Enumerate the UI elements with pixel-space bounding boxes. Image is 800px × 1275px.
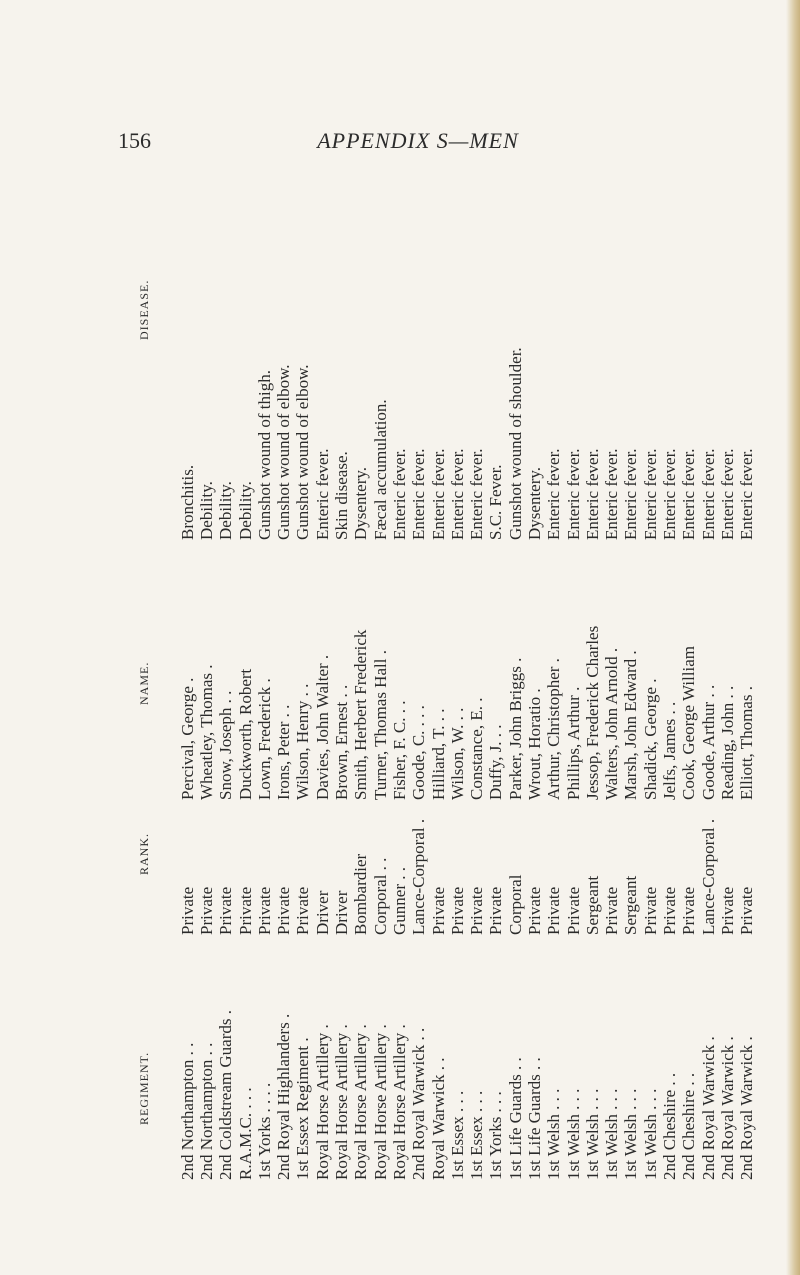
- cell-name: Brown, Ernest . .: [332, 684, 352, 800]
- page-number: 156: [118, 128, 151, 153]
- cell-name: Percival, George .: [177, 677, 197, 800]
- cell-disease: Enteric fever.: [737, 448, 757, 540]
- cell-name: Smith, Herbert Frederick: [351, 629, 371, 800]
- cell-regiment: 1st Welsh . . .: [640, 1088, 660, 1180]
- cell-disease: Dysentery.: [525, 466, 544, 540]
- cell-name: Wilson, Henry . .: [293, 683, 313, 800]
- table-row: [274, 130, 293, 1180]
- cell-name: Reading, John . .: [717, 685, 737, 800]
- cell-name: Duffy, J. . .: [486, 724, 506, 800]
- cell-rank: Private: [563, 886, 583, 935]
- cell-regiment: Royal Warwick . .: [428, 1057, 448, 1180]
- column-headers: [130, 130, 158, 1180]
- table-row: [410, 130, 429, 1180]
- cell-name: Goode, C. . . .: [409, 705, 429, 800]
- cell-name: Jessop, Frederick Charles: [582, 625, 602, 800]
- table-row: [178, 130, 197, 1180]
- cell-name: Turner, Thomas Hall .: [370, 650, 390, 800]
- table-row: [718, 130, 737, 1180]
- table-row: [236, 130, 255, 1180]
- table-row: [313, 130, 332, 1180]
- cell-disease: Enteric fever.: [428, 448, 448, 540]
- table-row: [583, 130, 602, 1180]
- cell-regiment: 2nd Coldstream Guards .: [216, 1010, 236, 1180]
- cell-name: Shadick, George .: [640, 678, 660, 800]
- column-header-disease: DISEASE.: [136, 279, 151, 340]
- cell-rank: Private: [640, 886, 660, 935]
- cell-regiment: Royal Horse Artillery .: [389, 1024, 409, 1180]
- cell-rank: Private: [737, 886, 757, 935]
- table-row: [332, 130, 351, 1180]
- cell-rank: Lance-Corporal .: [698, 818, 718, 935]
- cell-name: Parker, John Briggs .: [505, 657, 525, 800]
- table-row: [660, 130, 679, 1180]
- cell-rank: Private: [216, 886, 236, 935]
- table-row: [738, 130, 757, 1180]
- column-header-rank: RANK.: [136, 832, 151, 875]
- cell-name: Elliott, Thomas .: [737, 686, 757, 800]
- cell-rank: Private: [196, 886, 216, 935]
- cell-disease: Enteric fever.: [621, 448, 641, 540]
- cell-rank: Private: [679, 886, 699, 935]
- cell-disease: Enteric fever.: [582, 448, 602, 540]
- table-row: [506, 130, 525, 1180]
- cell-disease: Enteric fever.: [563, 448, 583, 540]
- cell-regiment: 2nd Royal Warwick . .: [409, 1027, 429, 1180]
- cell-name: Duckworth, Robert: [235, 668, 255, 800]
- cell-regiment: Royal Horse Artillery .: [332, 1024, 352, 1180]
- cell-regiment: 2nd Northampton . .: [196, 1042, 216, 1180]
- cell-name: Snow, Joseph . .: [216, 690, 236, 800]
- cell-rank: Corporal . .: [370, 857, 390, 935]
- casualty-table: [130, 130, 757, 1180]
- cell-disease: Debility.: [235, 481, 255, 540]
- cell-rank: Bombardier: [351, 853, 371, 935]
- column-header-name: NAME.: [136, 661, 151, 705]
- cell-rank: Private: [254, 886, 274, 935]
- cell-name: Phillips, Arthur .: [563, 686, 583, 800]
- table-row: [564, 130, 583, 1180]
- cell-regiment: 2nd Cheshire . .: [660, 1072, 680, 1180]
- cell-regiment: 1st Essex Regiment .: [293, 1037, 313, 1180]
- cell-disease: Gunshot wound of elbow.: [274, 364, 294, 540]
- cell-rank: Corporal: [505, 874, 525, 935]
- cell-regiment: 1st Life Guards . .: [525, 1057, 544, 1180]
- cell-rank: Driver: [312, 890, 332, 935]
- cell-rank: Private: [293, 886, 313, 935]
- table-row: [622, 130, 641, 1180]
- cell-regiment: 1st Yorks . . .: [486, 1091, 506, 1180]
- cell-name: Constance, E. .: [467, 697, 487, 800]
- table-body: [178, 130, 757, 1180]
- cell-rank: Private: [235, 886, 255, 935]
- cell-disease: Gunshot wound of shoulder.: [505, 347, 525, 540]
- cell-rank: Private: [660, 886, 680, 935]
- cell-disease: Enteric fever.: [312, 448, 332, 540]
- table-row: [487, 130, 506, 1180]
- table-row: [294, 130, 313, 1180]
- cell-name: Wilson, W. . .: [447, 707, 467, 800]
- cell-name: Lown, Frederick .: [254, 678, 274, 800]
- cell-regiment: Royal Horse Artillery .: [312, 1024, 332, 1180]
- cell-disease: Debility.: [216, 481, 236, 540]
- cell-disease: S.C. Fever.: [486, 464, 506, 540]
- table-row: [390, 130, 409, 1180]
- cell-name: Davies, John Walter .: [312, 654, 332, 800]
- table-row: [197, 130, 216, 1180]
- table-row: [371, 130, 390, 1180]
- cell-disease: Dysentery.: [351, 466, 371, 540]
- table-row: [641, 130, 660, 1180]
- table-row: [448, 130, 467, 1180]
- cell-regiment: 2nd Cheshire . .: [679, 1072, 699, 1180]
- page-edge: [786, 0, 800, 1275]
- table-row: [699, 130, 718, 1180]
- cell-disease: Enteric fever.: [544, 448, 564, 540]
- cell-rank: Lance-Corporal .: [409, 818, 429, 935]
- cell-regiment: 2nd Royal Warwick .: [737, 1036, 757, 1180]
- cell-disease: Bronchitis.: [177, 464, 197, 540]
- cell-disease: Gunshot wound of elbow.: [293, 364, 313, 540]
- cell-disease: Enteric fever.: [679, 448, 699, 540]
- cell-disease: Enteric fever.: [447, 448, 467, 540]
- cell-rank: Private: [447, 886, 467, 935]
- table-row: [603, 130, 622, 1180]
- column-header-regiment: REGIMENT.: [136, 1051, 151, 1125]
- cell-regiment: 2nd Royal Warwick .: [717, 1036, 737, 1180]
- cell-rank: Private: [717, 886, 737, 935]
- cell-name: Walters, John Arnold .: [602, 647, 622, 800]
- cell-rank: Private: [428, 886, 448, 935]
- table-row: [467, 130, 486, 1180]
- table-row: [525, 130, 544, 1180]
- cell-name: Jelfs, James . .: [660, 701, 680, 800]
- cell-rank: Sergeant: [582, 875, 602, 935]
- cell-disease: Debility.: [196, 481, 216, 540]
- cell-disease: Enteric fever.: [602, 448, 622, 540]
- cell-regiment: 1st Life Guards . .: [505, 1057, 525, 1180]
- cell-name: Hilliard, T. . .: [428, 708, 448, 800]
- cell-regiment: 1st Welsh . . .: [602, 1088, 622, 1180]
- cell-regiment: 1st Yorks . . . .: [254, 1082, 274, 1180]
- cell-regiment: 1st Welsh . . .: [621, 1088, 641, 1180]
- cell-disease: Enteric fever.: [467, 448, 487, 540]
- cell-name: Wrout, Horatio .: [525, 688, 544, 800]
- cell-disease: Enteric fever.: [640, 448, 660, 540]
- cell-name: Marsh, John Edward .: [621, 650, 641, 800]
- table-row: [545, 130, 564, 1180]
- cell-rank: Gunner . .: [389, 867, 409, 935]
- cell-rank: Driver: [332, 890, 352, 935]
- cell-regiment: R.A.M.C. . . .: [235, 1087, 255, 1180]
- cell-regiment: 2nd Northampton . .: [177, 1042, 197, 1180]
- running-title: APPENDIX S—MEN: [317, 128, 519, 153]
- cell-rank: Private: [467, 886, 487, 935]
- table-row: [255, 130, 274, 1180]
- cell-regiment: 1st Welsh . . .: [544, 1088, 564, 1180]
- cell-rank: Private: [525, 886, 544, 935]
- cell-rank: Private: [177, 886, 197, 935]
- cell-regiment: 1st Essex . . .: [467, 1090, 487, 1180]
- table-row: [680, 130, 699, 1180]
- cell-rank: Private: [602, 886, 622, 935]
- cell-regiment: Royal Horse Artillery .: [370, 1024, 390, 1180]
- table-row: [429, 130, 448, 1180]
- cell-rank: Private: [544, 886, 564, 935]
- cell-name: Irons, Peter . .: [274, 704, 294, 800]
- cell-name: Arthur, Christopher .: [544, 658, 564, 800]
- cell-disease: Gunshot wound of thigh.: [254, 370, 274, 540]
- cell-name: Goode, Arthur . .: [698, 684, 718, 800]
- cell-disease: Enteric fever.: [660, 448, 680, 540]
- cell-disease: Fæcal accumulation.: [370, 399, 390, 540]
- cell-disease: Enteric fever.: [409, 448, 429, 540]
- cell-regiment: 1st Welsh . . .: [563, 1088, 583, 1180]
- cell-name: Wheatley, Thomas .: [196, 664, 216, 800]
- cell-regiment: 1st Welsh . . .: [582, 1088, 602, 1180]
- cell-rank: Private: [274, 886, 294, 935]
- cell-name: Fisher, F. C. . .: [389, 700, 409, 800]
- cell-disease: Enteric fever.: [698, 448, 718, 540]
- cell-regiment: Royal Horse Artillery .: [351, 1024, 371, 1180]
- table-row: [352, 130, 371, 1180]
- cell-disease: Enteric fever.: [389, 448, 409, 540]
- cell-regiment: 2nd Royal Warwick .: [698, 1036, 718, 1180]
- cell-disease: Enteric fever.: [717, 448, 737, 540]
- table-row: [217, 130, 236, 1180]
- cell-disease: Skin disease.: [332, 451, 352, 540]
- cell-rank: Private: [486, 886, 506, 935]
- cell-regiment: 1st Essex . . .: [447, 1090, 467, 1180]
- cell-rank: Sergeant: [621, 875, 641, 935]
- cell-name: Cook, George William: [679, 645, 699, 800]
- cell-regiment: 2nd Royal Highlanders .: [274, 1013, 294, 1180]
